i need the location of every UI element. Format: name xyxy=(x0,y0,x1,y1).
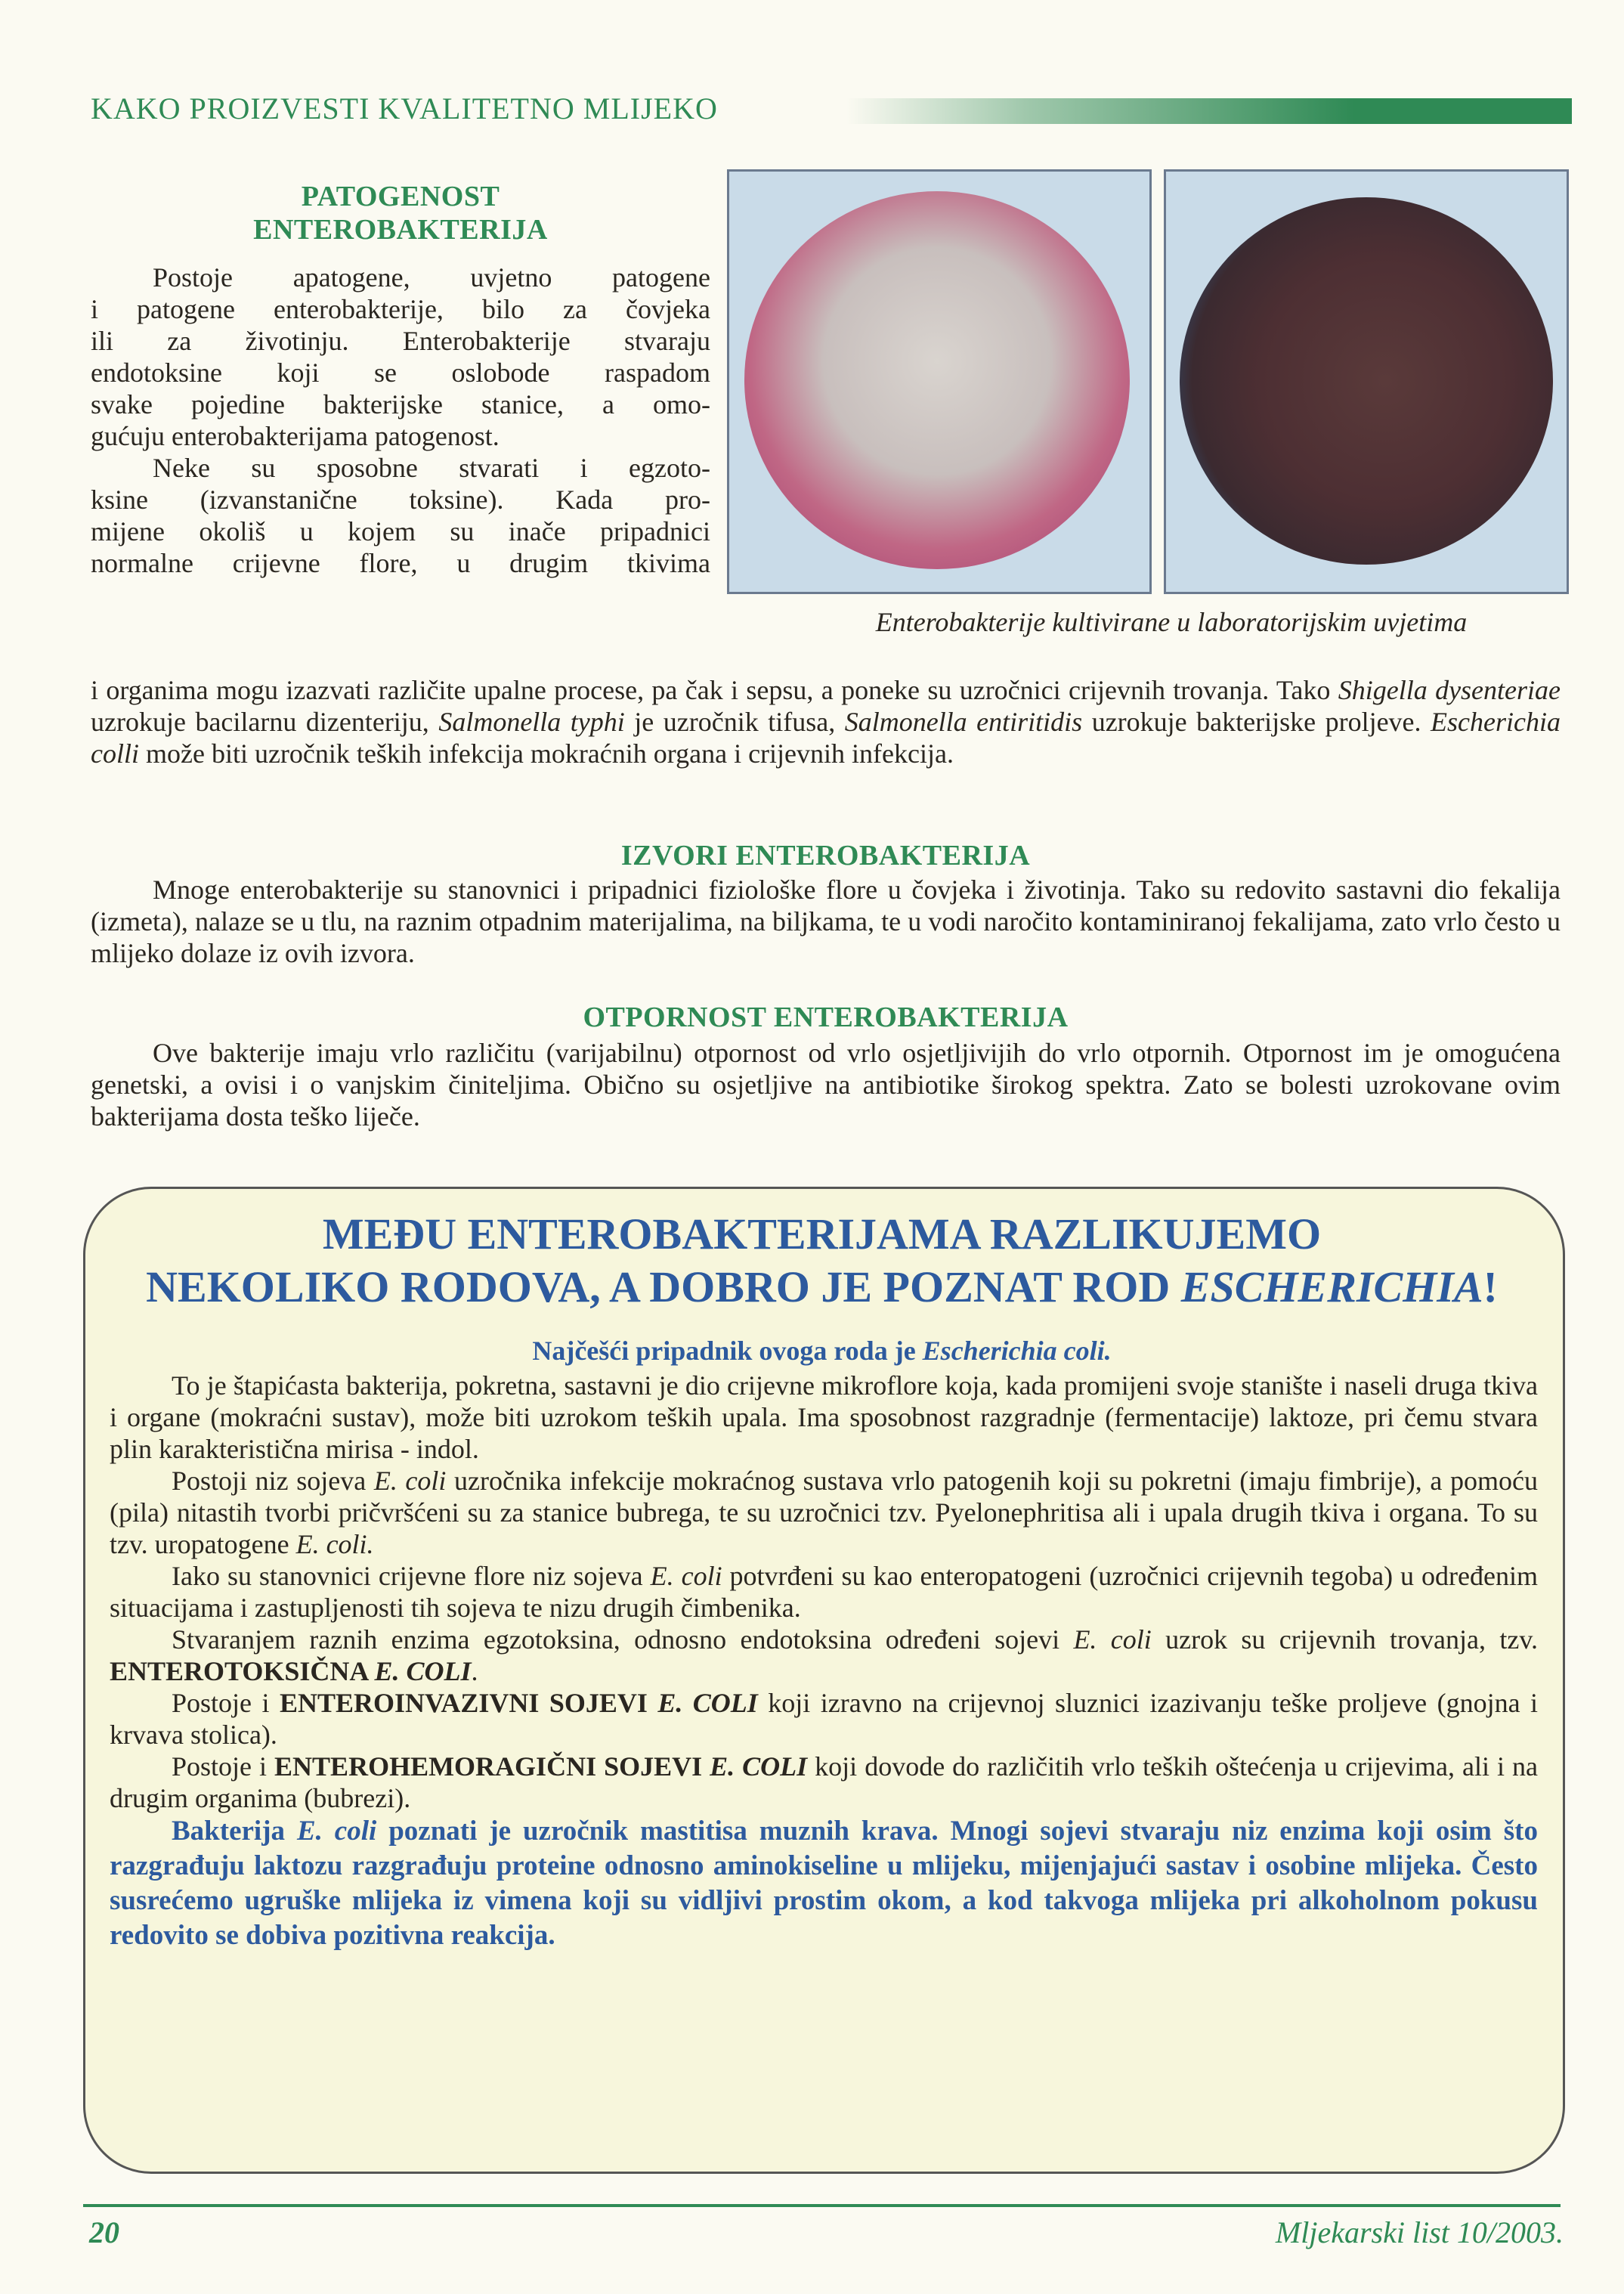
text-line: i patogene enterobakterije, bilo za čovjeka xyxy=(91,294,710,324)
strain-species: E. COLI xyxy=(710,1751,808,1782)
strain-species: E. COLI xyxy=(657,1688,758,1718)
text-segment: koji izravno na crijevnoj sluznici izazivanju teške proljeve (gnojna i krvava stolica). xyxy=(110,1688,1539,1750)
petri-dish-photo-pink xyxy=(727,169,1152,594)
text-segment: Postoje i xyxy=(172,1751,275,1782)
text-line: ili za životinju. Enterobakterije stvaraju xyxy=(91,326,710,356)
resistance-paragraph: Ove bakterije imaju vrlo različitu (varijabilnu) otpornost od vrlo osjetljivijih do vrlo otpornih. Otpornost im je omogućena genetski, a ovisi i o vanjskim činiteljima. Obično su osjetljive na antibiotike širokog spektra. Zato se bolesti uzrokovane ovim bakterijama dosta teško liječe. xyxy=(91,1038,1561,1132)
text-segment: koji dovode do različitih vrlo teških oštećenja u crijevima, ali i na drugim organima (bubrezi). xyxy=(110,1751,1538,1813)
section-title-resistance: OTPORNOST ENTEROBAKTERIJA xyxy=(583,1001,1069,1033)
text-segment: potvrđeni su kao enteropatogeni (uzročnici crijevnih tegoba) u određenim situacijama i zastupljenosti tih sojeva te nizu drugih čimbenika. xyxy=(110,1561,1538,1623)
box-title-text: ! xyxy=(1483,1262,1498,1311)
box-title-line xyxy=(83,1261,1561,1314)
text-segment: i organima mogu izazvati različite upalne procese, pa čak i sepsu, a poneke su uzročnici crijevnih trovanja. Tako xyxy=(91,675,1338,705)
text-segment: je uzročnik tifusa, xyxy=(624,707,845,737)
box-paragraph-4 xyxy=(110,1624,1538,1687)
species-name: E. coli xyxy=(650,1561,722,1591)
box-paragraph-5 xyxy=(110,1687,1538,1751)
text-segment: uzrokuje bakterijske proljeve. xyxy=(1082,707,1431,737)
strain-species: E. COLI xyxy=(374,1656,472,1686)
text-line: Neke su sposobne stvarati i egzoto- xyxy=(153,453,710,483)
section-title-pathogenicity xyxy=(91,180,710,246)
text-segment: Postoje i xyxy=(172,1688,280,1718)
box-subtitle xyxy=(83,1335,1561,1367)
text-segment: poznati je uzročnik mastitisa muznih krava. Mnogi sojevi stvaraju niz enzima koji osim što razgrađuju laktozu razgrađuju proteine odnosno aminokiseline u mlijeku, mijenjajući sastav i osobine mlijeka. Često susrećemo ugruške mlijeka iz vimena koji su vidljivi prostim okom, a kod takvoga mlijeka pri alkoholnom pokusu redovito se dobiva pozitivna reakcija. xyxy=(110,1816,1538,1951)
box-paragraph-2 xyxy=(110,1465,1538,1560)
box-title-genus: ESCHERICHIA xyxy=(1180,1262,1483,1311)
text-segment: Postoji niz sojeva xyxy=(172,1466,374,1496)
species-name: Salmonella entiritidis xyxy=(844,707,1083,737)
text-segment: uzročnika infekcije mokraćnog sustava vrlo patogenih koji su pokretni (imaju fimbrije), a pomoću (pila) nitastih tvorbi pričvršćeni su za stanice bubrega, te su uzročnici tzv. Pyelonephritisa ali i upala drugih tkiva i organa. To su tzv. uropatogene xyxy=(110,1466,1538,1559)
text-line: endotoksine koji se oslobode raspadom xyxy=(91,358,710,388)
species-name: E. coli xyxy=(1073,1624,1152,1655)
text-segment: . xyxy=(471,1656,478,1686)
box-paragraph-6 xyxy=(110,1751,1538,1814)
box-subtitle-species: Escherichia coli. xyxy=(922,1336,1112,1366)
text-line: gućuju enterobakterijama patogenost. xyxy=(91,421,500,451)
text-segment: Iako su stanovnici crijevne flore niz sojeva xyxy=(172,1561,651,1591)
box-paragraph-mastitis xyxy=(110,1814,1538,1953)
strain-label: ENTEROTOKSIČNA xyxy=(110,1656,375,1686)
petri-dish-photo-dark xyxy=(1164,169,1569,594)
text-segment: uzrokuje bacilarnu dizenteriju, xyxy=(91,707,439,737)
text-line: mijene okoliš u kojem su inače pripadnici xyxy=(91,516,710,546)
text-segment: uzrok su crijevnih trovanja, tzv. xyxy=(1151,1624,1538,1655)
section-title-line: ENTEROBAKTERIJA xyxy=(253,214,548,246)
text-segment: može biti uzročnik teških infekcija mokraćnih organa i crijevnih infekcija. xyxy=(138,738,954,769)
strain-label: ENTEROHEMORAGIČNI SOJEVI xyxy=(274,1751,710,1782)
species-name: Escherichia colli xyxy=(91,707,1561,769)
species-name: Salmonella typhi xyxy=(438,707,625,737)
section-title-sources: IZVORI ENTEROBAKTERIJA xyxy=(620,840,1031,871)
box-paragraph-1: To je štapićasta bakterija, pokretna, sastavni je dio crijevne mikroflore koja, kada promijeni svoje stanište i naseli druga tkiva i organe (mokraćni sustav), može biti uzrokom teških upala. Ima sposobnost razgradnje (fermentacije) laktoze, pri čemu stvara plin karakteristična mirisa - indol. xyxy=(110,1370,1538,1464)
species-name: Shigella dysenteriae xyxy=(1338,675,1561,705)
header-decor-bar xyxy=(846,98,1572,124)
box-paragraph-3 xyxy=(110,1560,1538,1624)
text-line: svake pojedine bakterijske stanice, a omo- xyxy=(91,389,710,419)
section-title-line: PATOGENOST xyxy=(301,181,500,212)
box-subtitle-text: Najčešći pripadnik ovoga roda je xyxy=(532,1336,923,1366)
footer-rule xyxy=(83,2204,1561,2207)
species-name: E. coli xyxy=(296,1816,377,1847)
text-line: ksine (izvanstanične toksine). Kada pro- xyxy=(91,484,710,515)
text-segment: Stvaranjem raznih enzima egzotoksina, odnosno endotoksina određeni sojevi xyxy=(172,1624,1074,1655)
sources-paragraph: Mnoge enterobakterije su stanovnici i pripadnici fiziološke flore u čovjeka i životinja. Tako su redovito sastavni dio fekalija (izmeta), nalaze se u tlu, na raznim otpadnim materijalima, na biljkama, te u vodi naročito kontaminiranoj fekalijama, zato vrlo često u mlijeko dolaze iz ovih izvora. xyxy=(91,875,1561,968)
pathogenicity-continuation xyxy=(91,674,1561,769)
publication-info: Mljekarski list 10/2003. xyxy=(1275,2215,1564,2249)
box-title xyxy=(83,1208,1561,1314)
species-name: E. coli. xyxy=(295,1529,374,1559)
page-number: 20 xyxy=(89,2215,119,2249)
agar-plate-pink xyxy=(744,191,1130,569)
pathogenicity-paragraph xyxy=(91,262,710,579)
running-head: KAKO PROIZVESTI KVALITETNO MLIJEKO xyxy=(91,91,718,125)
strain-label: ENTEROINVAZIVNI SOJEVI xyxy=(279,1688,658,1718)
species-name: E. coli xyxy=(373,1466,447,1496)
text-line: normalne crijevne flore, u drugim tkivima xyxy=(91,548,710,578)
box-title-line: MEĐU ENTEROBAKTERIJAMA RAZLIKUJEMO xyxy=(322,1209,1322,1258)
text-line: Postoje apatogene, uvjetno patogene xyxy=(153,262,710,293)
text-segment: Bakterija xyxy=(172,1816,297,1847)
box-title-text: NEKOLIKO RODOVA, A DOBRO JE POZNAT ROD xyxy=(146,1262,1181,1311)
figure-caption: Enterobakterije kultivirane u laboratorijskim uvjetima xyxy=(875,607,1468,637)
agar-plate-dark xyxy=(1180,197,1553,565)
